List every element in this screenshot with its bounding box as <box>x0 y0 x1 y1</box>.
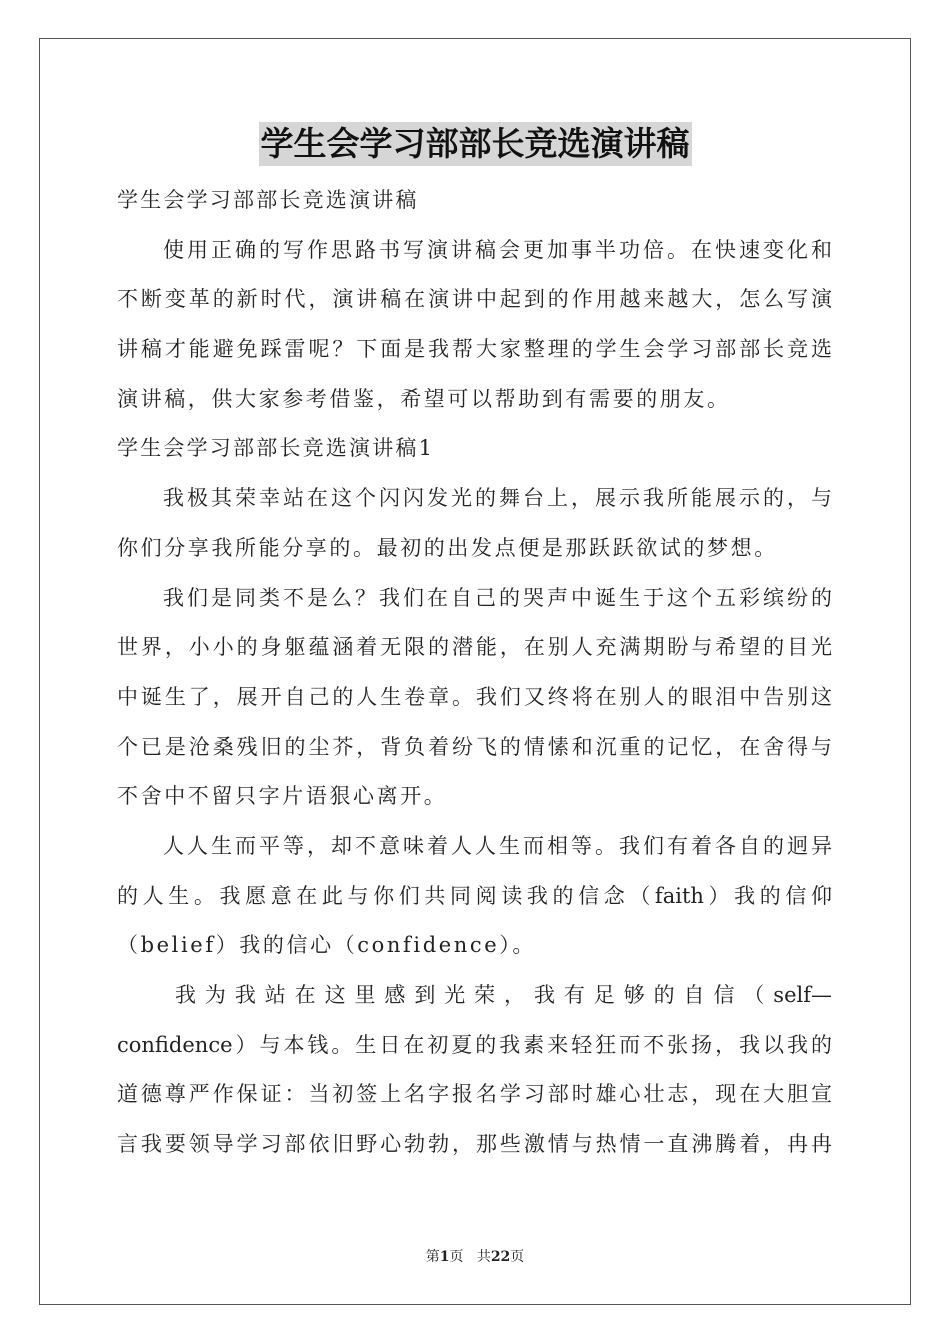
paragraph-line: 演讲稿，供大家参考借鉴，希望可以帮助到有需要的朋友。 <box>117 386 731 411</box>
page-number: 1 <box>439 1249 450 1265</box>
paragraph-line: 个已是沧桑残旧的尘芥，背负着纷飞的情愫和沉重的记忆，在舍得与 <box>117 734 832 759</box>
paragraph-line: 道德尊严作保证：当初签上名字报名学习部时雄心壮志，现在大胆宣 <box>117 1082 832 1107</box>
paragraph-line: 不断变革的新时代，演讲稿在演讲中起到的作用越来越大，怎么写演 <box>117 287 832 312</box>
paragraph-line: 不舍中不留只字片语狠心离开。 <box>117 784 448 809</box>
page-suffix: 页 <box>449 1249 464 1265</box>
paragraph-line: 言我要领导学习部依旧野心勃勃，那些激情与热情一直沸腾着，冉冉 <box>117 1132 832 1157</box>
document-body <box>117 176 832 1170</box>
section-heading: 学生会学习部部长竞选演讲稿1 <box>117 436 435 461</box>
paragraph-line: 我们是同类不是么？我们在自己的哭声中诞生于这个五彩缤纷的 <box>163 585 832 610</box>
paragraph-line: 你们分享我所能分享的。最初的出发点便是那跃跃欲试的梦想。 <box>117 535 778 560</box>
paragraph-line: 使用正确的写作思路书写演讲稿会更加事半功倍。在快速变化和 <box>163 237 832 262</box>
paragraph-line: 世界，小小的身躯蕴涵着无限的潜能，在别人充满期盼与希望的目光 <box>117 635 832 660</box>
paragraph-line: 的人生。我愿意在此与你们共同阅读我的信念（faith）我的信仰 <box>117 883 832 908</box>
page-prefix: 第 <box>425 1249 440 1265</box>
paragraph-line: （belief）我的信心（confidence）。 <box>117 933 537 958</box>
total-prefix: 共 <box>476 1249 491 1265</box>
paragraph-line: 中诞生了，展开自己的人生卷章。我们又终将在别人的眼泪中告别这 <box>117 684 832 709</box>
title-block <box>0 122 950 166</box>
paragraph-line: 我极其荣幸站在这个闪闪发光的舞台上，展示我所能展示的，与 <box>163 486 832 511</box>
paragraph-line: 我为我站在这里感到光荣，我有足够的自信（self— <box>175 983 832 1007</box>
paragraph-line: confidence）与本钱。生日在初夏的我素来轻狂而不张扬，我以我的 <box>117 1032 832 1057</box>
section-heading: 学生会学习部部长竞选演讲稿 <box>117 188 419 212</box>
document-title: 学生会学习部部长竞选演讲稿 <box>259 122 692 166</box>
page-footer <box>0 1246 950 1266</box>
total-suffix: 页 <box>510 1249 525 1265</box>
total-pages: 22 <box>490 1249 511 1265</box>
paragraph-line: 人人生而平等，却不意味着人人生而相等。我们有着各自的迥异 <box>163 833 832 858</box>
paragraph-line: 讲稿才能避免踩雷呢？下面是我帮大家整理的学生会学习部部长竞选 <box>117 337 832 362</box>
